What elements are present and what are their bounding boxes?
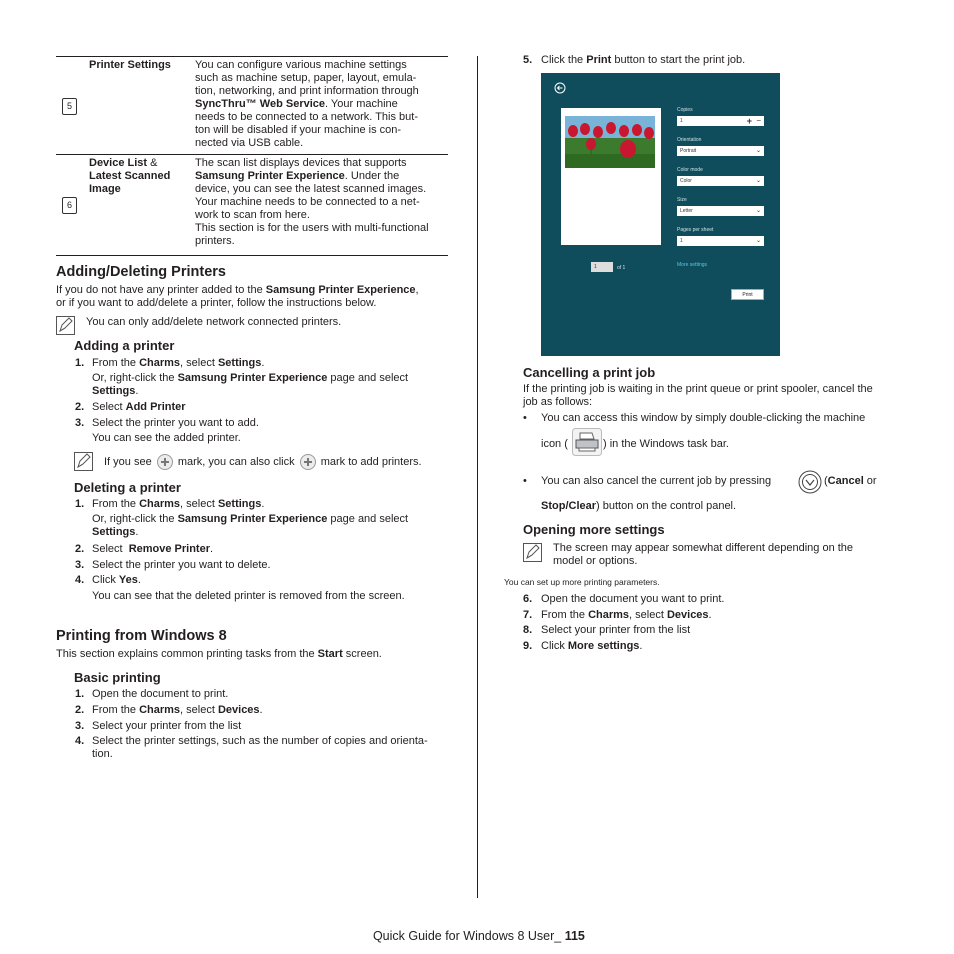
step-number: 9.	[523, 640, 533, 652]
note-icon	[74, 452, 93, 471]
step-number: 6.	[523, 593, 533, 605]
table-row-desc: The scan list displays devices that supports Samsung Printer Experience. Under the device, you can see the latest scanned images. Your machine needs to be connected to a net- work to scan from here. This section is for the users with multi-functional printers.	[195, 157, 429, 247]
step-text: From the Charms, select Settings. Or, right-click the Samsung Printer Experience page and select Settings.	[92, 498, 409, 538]
pages-per-sheet-label: Pages per sheet	[677, 227, 714, 233]
bullet: •	[523, 412, 527, 424]
subsection-adding-printer: Adding a printer	[74, 338, 175, 353]
step-text: Select Add Printer	[92, 401, 186, 413]
note-icon	[56, 316, 75, 335]
note-icon	[523, 543, 542, 562]
print-button[interactable]: Print	[731, 289, 764, 300]
plus-icon[interactable]: +	[746, 116, 752, 126]
step-number: 3.	[75, 720, 85, 732]
table-row-label: Device List & Latest Scanned Image	[89, 157, 171, 195]
adding-deleting-intro: If you do not have any printer added to the Samsung Printer Experience, or if you want to add/delete a printer, follow the instructions below.	[56, 284, 419, 309]
step-text: Select Remove Printer.	[92, 543, 214, 555]
table-row-label: Printer Settings	[89, 59, 171, 71]
bullet-text: Stop/Clear) button on the control panel.	[541, 500, 737, 512]
step-text: Click More settings.	[541, 640, 643, 652]
step-number: 2.	[75, 401, 85, 413]
step-text: From the Charms, select Settings. Or, right-click the Samsung Printer Experience page and select Settings.	[92, 357, 409, 397]
bullet-text: icon (	[541, 438, 568, 450]
step-text: Click the Print button to start the print job.	[541, 54, 746, 66]
step-text: Open the document to print.	[92, 688, 229, 700]
step-number: 7.	[523, 609, 533, 621]
step-text: Select the printer you want to add. You can see the added printer.	[92, 417, 259, 444]
badge-5: 5	[62, 98, 77, 115]
step-number: 3.	[75, 417, 85, 429]
cancel-button-icon	[798, 470, 822, 494]
step-number: 4.	[75, 735, 85, 747]
subsection-opening-more-settings: Opening more settings	[523, 522, 665, 537]
step-number: 5.	[523, 54, 533, 66]
step-number: 1.	[75, 498, 85, 510]
bullet-text: You can access this window by simply double-clicking the machine	[541, 412, 866, 424]
copies-field[interactable]: 1 + −	[677, 116, 764, 126]
step-number: 2.	[75, 704, 85, 716]
orientation-label: Orientation	[677, 137, 702, 143]
step-text: From the Charms, select Devices.	[92, 704, 263, 716]
page-number-input[interactable]: 1	[591, 262, 613, 272]
printer-icon	[572, 428, 602, 456]
page-number: 115	[564, 929, 585, 943]
print-preview-page	[561, 108, 661, 245]
copies-label: Copies	[677, 107, 693, 113]
add-printer-icon	[300, 454, 316, 470]
table-bottom-rule	[56, 255, 448, 256]
chevron-down-icon: ⌄	[755, 208, 761, 214]
table-top-rule	[56, 56, 448, 57]
size-label: Size	[677, 197, 687, 203]
table-row-desc: You can configure various machine settings such as machine setup, paper, layout, emula- tion, networking, and print information through SyncThru™ Web Service. Your machine needs to be connected to a network. This but- ton will be disabled if your machine is con- nected via USB cable.	[195, 59, 419, 149]
subsection-deleting-printer: Deleting a printer	[74, 480, 181, 495]
table-mid-rule	[56, 154, 448, 155]
chevron-down-icon: ⌄	[755, 238, 761, 244]
step-number: 1.	[75, 688, 85, 700]
note-text: The screen may appear somewhat different depending on the model or options.	[553, 542, 854, 567]
step-number: 2.	[75, 543, 85, 555]
bullet-text: (Cancel or	[824, 475, 877, 487]
step-number: 3.	[75, 559, 85, 571]
orientation-select[interactable]: Portrait ⌄	[677, 146, 764, 156]
column-divider	[477, 56, 478, 898]
printing-intro: This section explains common printing tasks from the Start screen.	[56, 648, 382, 660]
chevron-down-icon: ⌄	[755, 148, 761, 154]
step-text: Click Yes. You can see that the deleted printer is removed from the screen.	[92, 574, 405, 602]
section-title-adding-deleting: Adding/Deleting Printers	[56, 264, 226, 280]
chevron-down-icon: ⌄	[755, 178, 761, 184]
minus-icon[interactable]: −	[756, 116, 761, 125]
step-number: 8.	[523, 624, 533, 636]
section-title-printing: Printing from Windows 8	[56, 628, 227, 644]
tulip-photo	[565, 116, 655, 168]
step-text: Select your printer from the list	[92, 720, 242, 732]
note-text: If you see mark, you can also click mark to add printers.	[104, 454, 422, 470]
badge-6: 6	[62, 197, 77, 214]
page-footer: Quick Guide for Windows 8 User_ 115	[372, 929, 585, 943]
more-settings-link[interactable]: More settings	[677, 262, 708, 268]
print-dialog-screenshot	[541, 73, 780, 356]
size-select[interactable]: Letter ⌄	[677, 206, 764, 216]
color-mode-label: Color mode	[677, 167, 703, 173]
step-text: Open the document you want to print.	[541, 593, 725, 605]
step-number: 4.	[75, 574, 85, 586]
step-text: Select the printer settings, such as the number of copies and orienta- tion.	[92, 735, 428, 760]
subsection-basic-printing: Basic printing	[74, 670, 161, 685]
add-printer-icon	[157, 454, 173, 470]
pages-per-sheet-select[interactable]: 1 ⌄	[677, 236, 764, 246]
small-note: You can set up more printing parameters.	[504, 577, 660, 587]
page-of-label: of 1	[617, 265, 626, 271]
step-text: Select the printer you want to delete.	[92, 559, 271, 571]
color-mode-select[interactable]: Color ⌄	[677, 176, 764, 186]
step-text: Select your printer from the list	[541, 624, 691, 636]
cancel-intro: If the printing job is waiting in the print queue or print spooler, cancel the job as follows:	[523, 383, 873, 408]
step-number: 1.	[75, 357, 85, 369]
note-text: You can only add/delete network connected printers.	[86, 316, 342, 328]
subsection-cancelling: Cancelling a print job	[523, 365, 656, 380]
bullet-text: You can also cancel the current job by pressing	[541, 475, 772, 487]
bullet-text: ) in the Windows task bar.	[603, 438, 729, 450]
step-text: From the Charms, select Devices.	[541, 609, 712, 621]
back-arrow-icon[interactable]	[554, 82, 566, 94]
bullet: •	[523, 475, 527, 487]
